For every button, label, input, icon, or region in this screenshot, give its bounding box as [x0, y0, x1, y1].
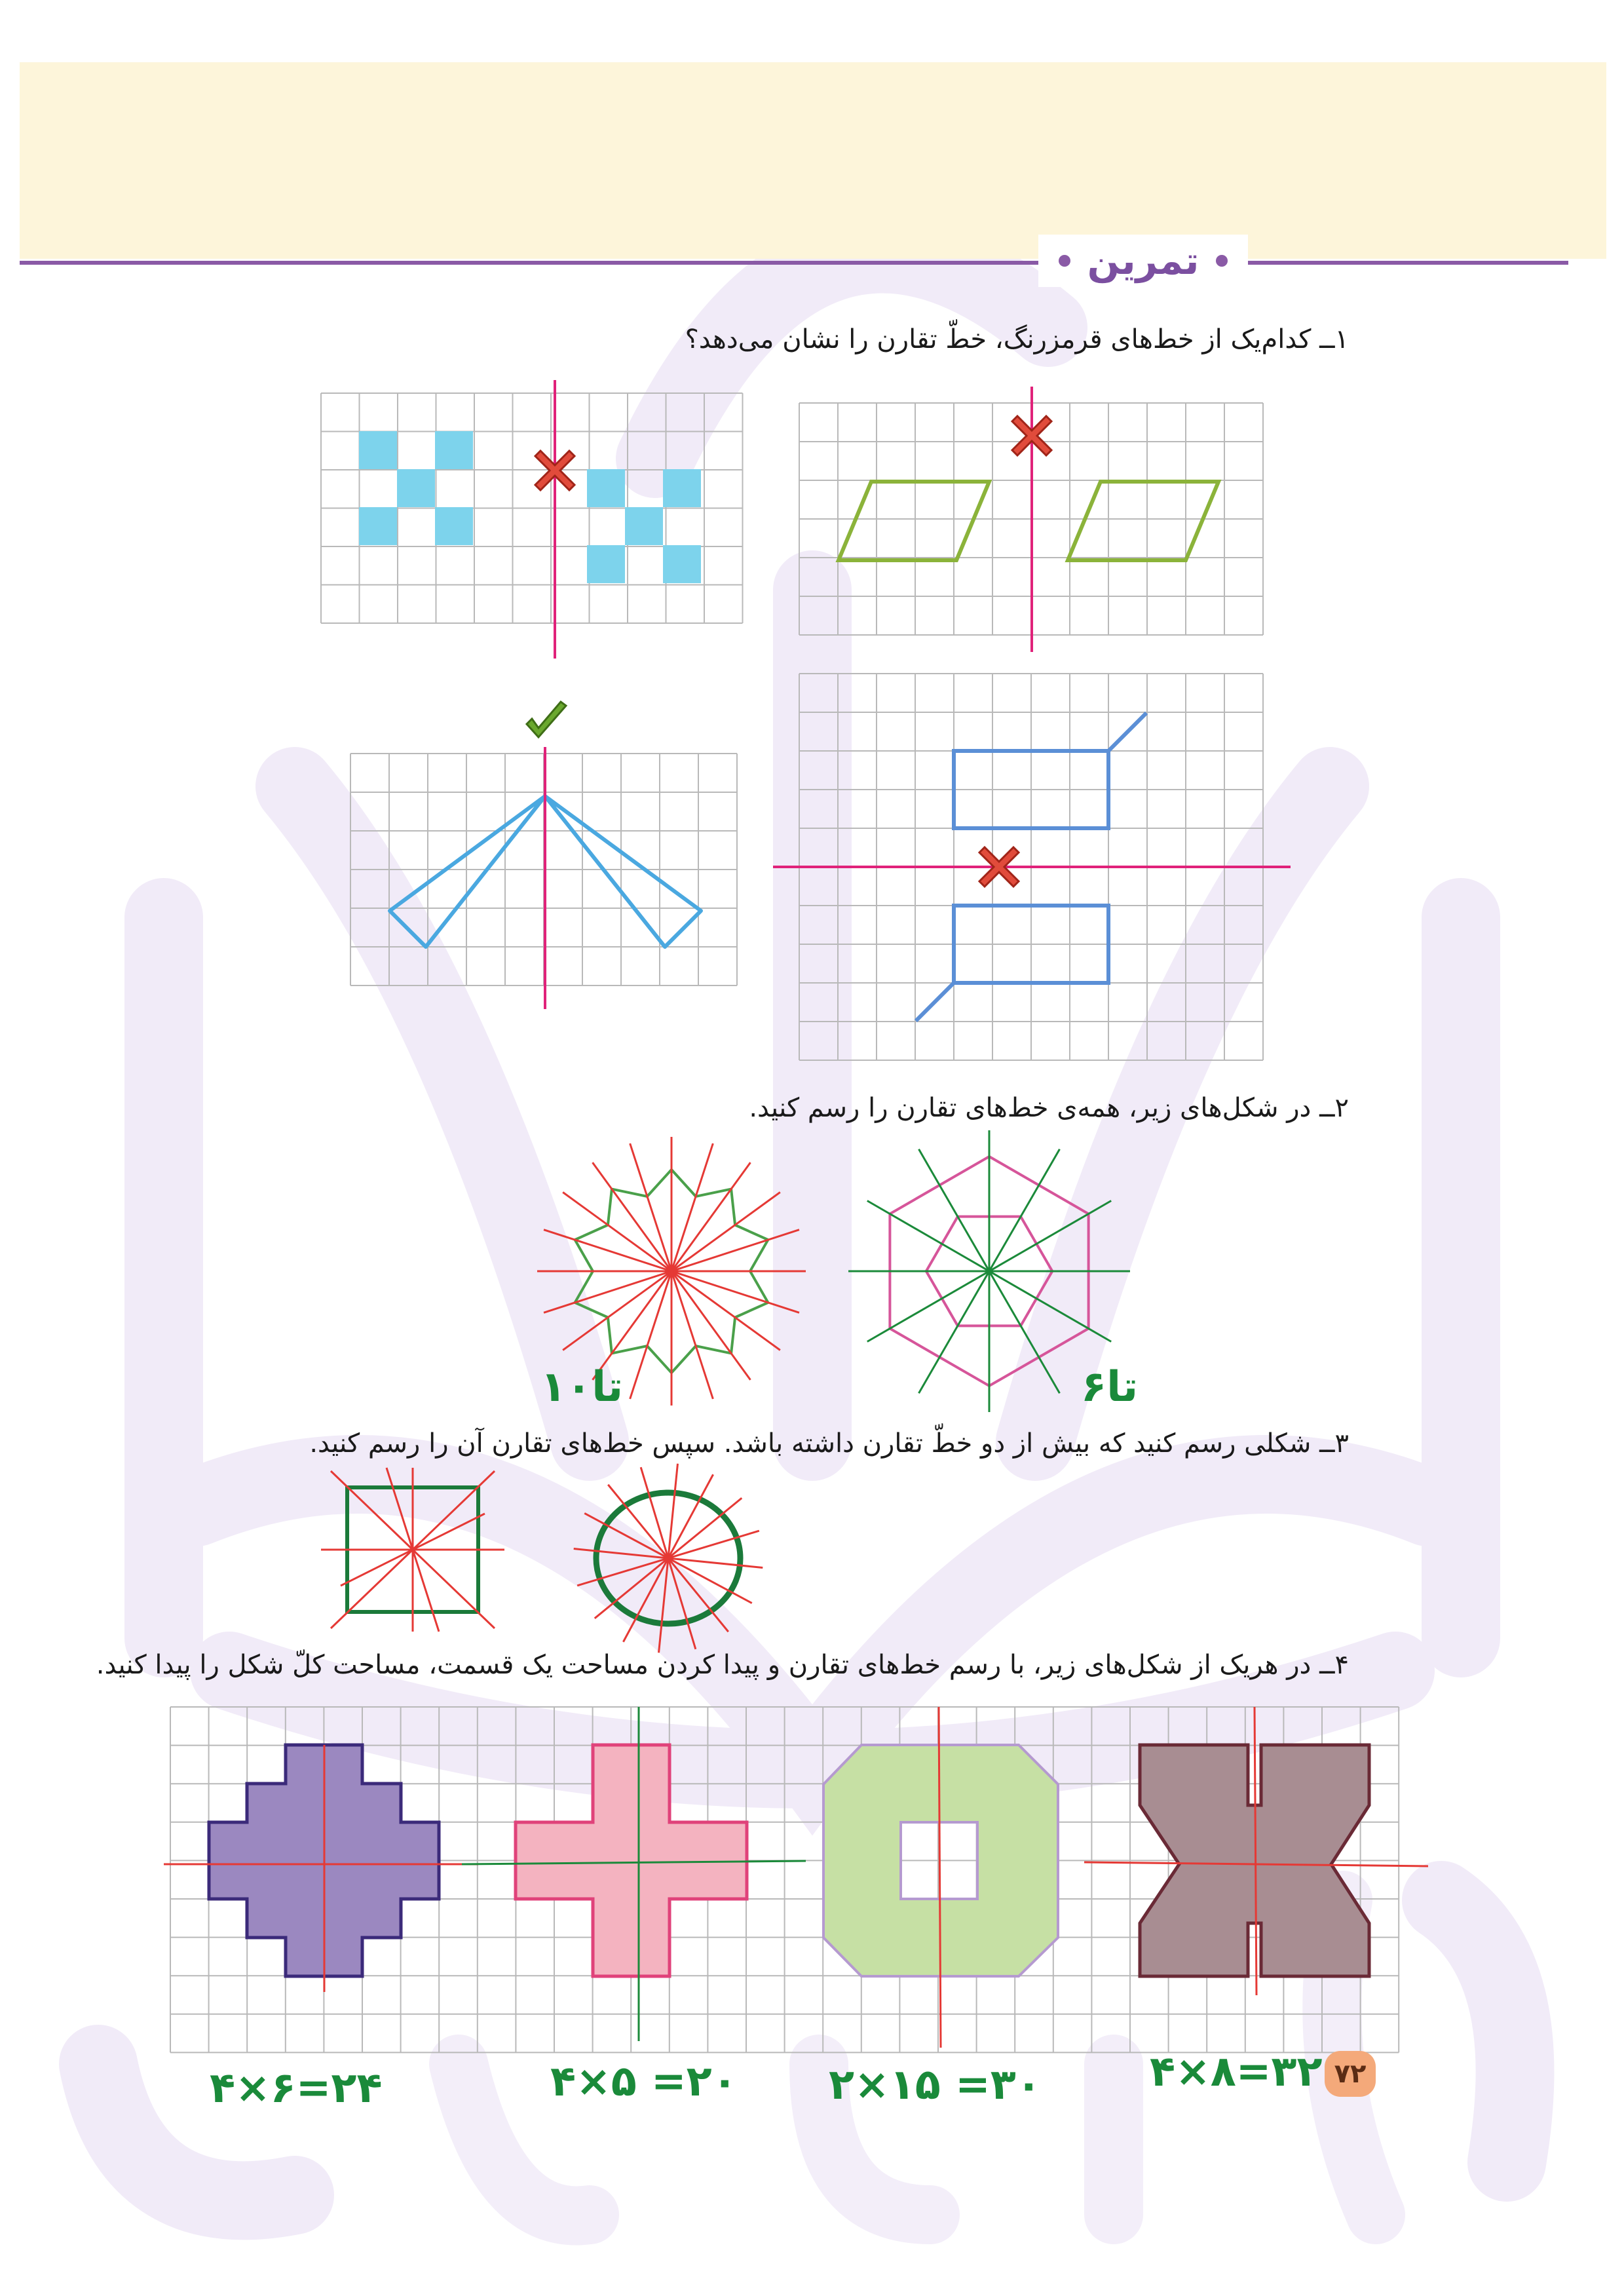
shape-pink	[516, 1745, 747, 1976]
q4-answer-1: ۴×۶=۲۴	[210, 2064, 383, 2113]
question-3: ۳ــ شکلی رسم کنید که بیش از دو خطّ تقارن داشته باشد. سپس خط‌های تقارن آن را رسم کنید.	[309, 1428, 1349, 1459]
section-title: تمرین	[1087, 239, 1199, 283]
q2-right-answer: ۶تا	[1081, 1363, 1139, 1411]
q2-left-answer: ۱۰تا	[540, 1363, 624, 1411]
question-1: ۱ــ کدام‌یک از خط‌های قرمزرنگ، خطّ تقارن را نشان می‌دهد؟	[685, 324, 1349, 354]
q1-figure-checker	[321, 393, 780, 668]
q4-figures	[170, 1707, 1415, 2048]
q1-figure-chevron	[350, 754, 744, 1016]
q1-figure-parallelograms	[799, 403, 1271, 659]
section-header	[1038, 235, 1248, 287]
header-divider	[20, 261, 1568, 265]
top-banner	[20, 62, 1606, 259]
q4-answer-2: ۴×۵ =۲۰	[550, 2057, 738, 2106]
page-number: ۷۲	[1325, 2051, 1376, 2097]
q3-drawing-square	[321, 1468, 511, 1658]
q4-answer-4: ۴×۸=۳۲	[1150, 2048, 1323, 2096]
question-4: ۴ــ در هریک از شکل‌های زیر، با رسم خط‌های تقارن و پیدا کردن مساحت یک قسمت، مساحت کلّ شکل را پیدا کنید.	[96, 1650, 1349, 1680]
bullet-icon	[1059, 255, 1070, 267]
q3-drawing-circle	[576, 1474, 766, 1658]
q4-answer-3: ۲×۱۵ =۳۰	[829, 2061, 1042, 2109]
question-2: ۲ــ در شکل‌های زیر، همه‌ی خط‌های تقارن را رسم کنید.	[749, 1093, 1349, 1123]
bullet-icon	[1216, 255, 1228, 267]
q1-figure-rectangles	[799, 674, 1271, 1060]
